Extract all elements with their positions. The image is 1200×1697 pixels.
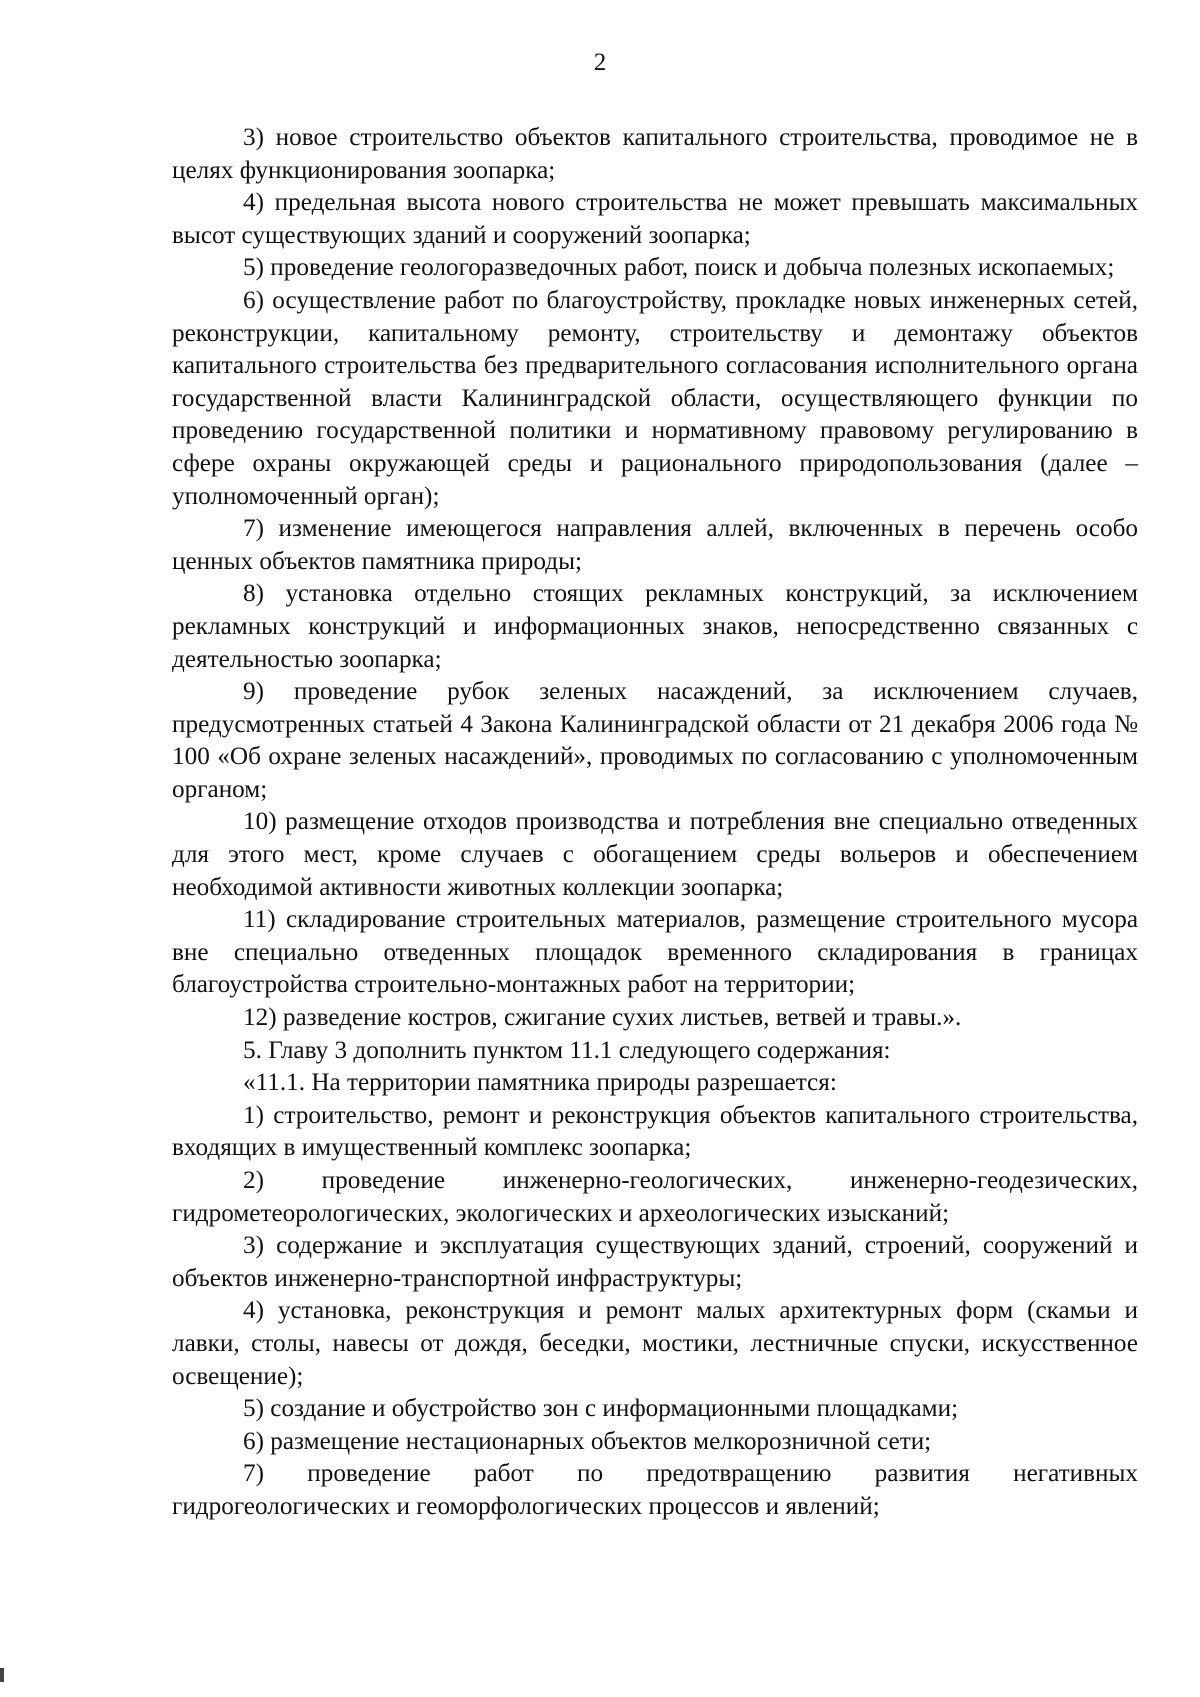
allowed-item-5: 5) создание и обустройство зон с информационными площадками; <box>243 1395 959 1423</box>
paragraph-item-7: 7) изменение имеющегося направления аллей, включенных в перечень особо ценных объектов памятника природы; <box>172 515 1138 575</box>
paragraph-item-8: 8) установка отдельно стоящих рекламных конструкций, за исключением рекламных конструкций и информационных знаков, непосредственно связанных с деятельностью зоопарка; <box>172 580 1138 673</box>
paragraph-item-12: 12) разведение костров, сжигание сухих листьев, ветвей и травы.». <box>243 1004 962 1032</box>
paragraph-item-4: 4) предельная высота нового строительства не может превышать максимальных высот существующих зданий и сооружений зоопарка; <box>172 189 1138 249</box>
paragraph-item-3: 3) новое строительство объектов капитального строительства, проводимое не в целях функционирования зоопарка; <box>172 124 1138 184</box>
allowed-item-2: 2) проведение инженерно-геологических, инженерно-геодезических, гидрометеорологических, экологических и археологических изысканий; <box>172 1167 1138 1227</box>
clause-11-1-heading: «11.1. На территории памятника природы разрешается: <box>243 1069 837 1097</box>
paragraph-item-11: 11) складирование строительных материалов, размещение строительного мусора вне специально отведенных площадок временного складирования в границах благоустройства строительно-монтажных работ на территории; <box>172 906 1138 999</box>
paragraph-item-5: 5) проведение геологоразведочных работ, поиск и добыча полезных ископаемых; <box>243 254 1115 282</box>
allowed-item-7: 7) проведение работ по предотвращению развития негативных гидрогеологических и геоморфологических процессов и явлений; <box>172 1460 1138 1520</box>
scan-edge-mark <box>0 1668 4 1682</box>
paragraph-item-10: 10) размещение отходов производства и потребления вне специально отведенных для этого мест, кроме случаев с обогащением среды вольеров и обеспечением необходимой активности животных коллекции зоопарка; <box>172 808 1138 901</box>
page-number: 2 <box>593 49 607 76</box>
paragraph-item-6: 6) осуществление работ по благоустройству, прокладке новых инженерных сетей, реконструкции, капитальному ремонту, строительству и демонтажу объектов капитального строительства без предварительного согласования исполнительного органа государственной власти Калининградской области, осуществляющего функции по проведению государственной политики и нормативному правовому регулированию в сфере охраны окружающей среды и рационального природопользования (далее – уполномоченный орган); <box>172 286 1138 510</box>
paragraph-item-9: 9) проведение рубок зеленых насаждений, за исключением случаев, предусмотренных статьей 4 Закона Калининградской области от 21 декабря 2006 года № 100 «Об охране зеленых насаждений», проводимых по согласованию с уполномоченным органом; <box>172 678 1138 803</box>
document-body <box>172 122 1138 1524</box>
allowed-item-1: 1) строительство, ремонт и реконструкция объектов капитального строительства, входящих в имущественный комплекс зоопарка; <box>172 1101 1138 1162</box>
allowed-item-6: 6) размещение нестационарных объектов мелкорозничной сети; <box>243 1427 932 1455</box>
section-5-heading: 5. Главу 3 дополнить пунктом 11.1 следующего содержания: <box>243 1036 891 1064</box>
allowed-item-4: 4) установка, реконструкция и ремонт малых архитектурных форм (скамьи и лавки, столы, навесы от дождя, беседки, мостики, лестничные спуски, искусственное освещение); <box>172 1297 1138 1390</box>
allowed-item-3: 3) содержание и эксплуатация существующих зданий, строений, сооружений и объектов инженерно-транспортной инфраструктуры; <box>172 1232 1138 1292</box>
